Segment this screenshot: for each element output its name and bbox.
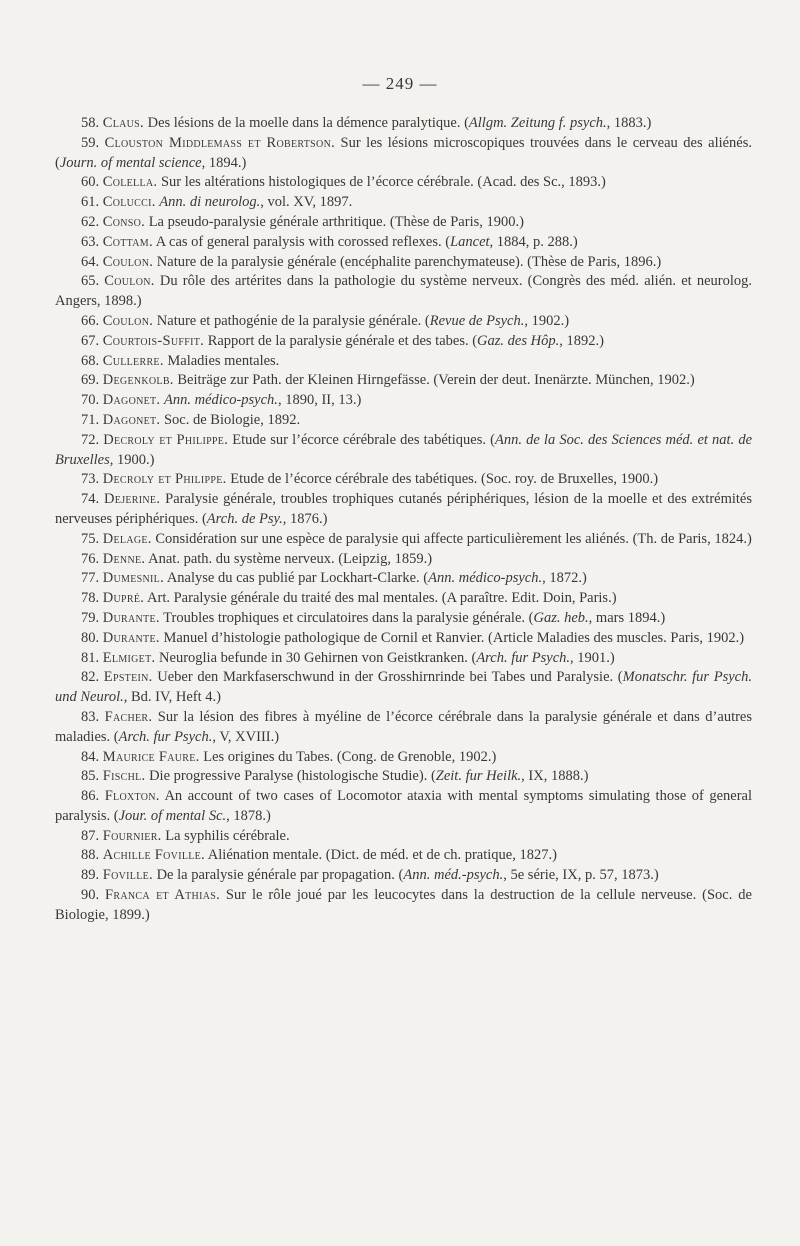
reference-item (55, 272, 752, 312)
reference-number: 84. (81, 748, 100, 765)
reference-text: Etude de l’écorce cérébrale des tabétiques. (Soc. roy. de Bruxelles, 1900.) (226, 471, 659, 488)
reference-number: 59. (81, 134, 100, 151)
reference-number: 68. (81, 352, 100, 369)
reference-text: Sur le rôle joué par les leucocytes dans la destruction de la cellule nerveuse. (Soc. de Biologie, 1899.) (55, 887, 752, 923)
reference-details: , mars 1894.) (588, 609, 666, 626)
reference-number: 83. (81, 708, 100, 725)
reference-text: Anat. path. du système nerveux. (Leipzig, 1859.) (145, 550, 433, 567)
reference-list (55, 114, 752, 926)
reference-source: Journ. of mental science (59, 154, 202, 171)
reference-text: La syphilis cérébrale. (161, 827, 290, 844)
reference-author: Conso. (102, 213, 146, 230)
reference-text: Analyse du cas publié par Lockhart-Clarke. ( (164, 570, 429, 587)
reference-text: Paralysie générale, troubles trophiques cutanés périphériques, lésion de la moelle et des extrémités nerveuses périphériques. ( (55, 491, 752, 527)
reference-item (55, 767, 752, 787)
reference-author: Achille Foville. (102, 847, 205, 864)
reference-details: , 1890, II, 13.) (277, 392, 362, 409)
reference-source: Ann. de la Soc. des Sciences méd. et nat. de Bruxelles (55, 431, 753, 468)
reference-source: Revue de Psych. (429, 312, 525, 329)
reference-number: 76. (81, 550, 100, 567)
reference-author: Cullerre. (102, 352, 164, 369)
reference-text: Maladies mentales. (163, 352, 280, 369)
reference-details: , 1901.) (570, 649, 615, 666)
reference-number: 85. (81, 768, 100, 785)
reference-author: Dagonet. (102, 392, 161, 409)
reference-item (55, 668, 752, 708)
reference-text: Les origines du Tabes. (Cong. de Grenoble, 1902.) (199, 748, 497, 765)
reference-details: , vol. XV, 1897. (260, 194, 353, 211)
reference-number: 61. (81, 194, 100, 211)
reference-number: 71. (81, 411, 100, 428)
reference-item (55, 431, 752, 471)
reference-author: Dejerine. (104, 491, 161, 508)
reference-number: 87. (81, 827, 100, 844)
reference-author: Durante. (102, 629, 160, 646)
reference-item (55, 213, 752, 233)
reference-author: Coulon. (102, 312, 154, 329)
reference-details: , 1900.) (109, 451, 155, 468)
reference-text: Art. Paralysie générale du traité des mal mentales. (A paraître. Edit. Doin, Paris.) (144, 590, 617, 607)
reference-number: 86. (81, 788, 100, 805)
reference-text: Ueber den Markfaserschwund in der Grosshirnrinde bei Tabes und Paralysie. ( (152, 669, 623, 686)
reference-details: , IX, 1888.) (521, 768, 589, 785)
reference-author: Maurice Faure. (102, 748, 200, 765)
reference-number: 74. (81, 491, 100, 508)
reference-item (55, 391, 752, 411)
reference-author: Decroly et Philippe. (103, 431, 229, 448)
reference-number: 64. (81, 253, 100, 270)
reference-author: Colucci. (102, 194, 156, 211)
reference-source: Lancet (450, 233, 490, 250)
reference-item (55, 371, 752, 391)
reference-author: Clouston Middlemass et Robertson. (104, 134, 336, 151)
reference-details: , 1883.) (606, 115, 652, 131)
reference-number: 60. (81, 174, 100, 191)
reference-author: Facher. (104, 708, 153, 725)
reference-author: Fischl. (102, 768, 146, 785)
reference-author: Foville. (102, 867, 153, 884)
reference-text: Sur la lésion des fibres à myéline de l’écorce cérébrale dans la paralysie générale et dans d’autres maladies. ( (55, 708, 753, 745)
reference-item (55, 411, 752, 431)
reference-source: Arch. de Psy. (206, 510, 283, 527)
reference-number: 89. (81, 867, 100, 884)
reference-source: Monatschr. fur Psych. und Neurol. (55, 669, 752, 706)
reference-item (55, 629, 752, 649)
reference-item (55, 609, 752, 629)
reference-item (55, 173, 752, 193)
reference-number: 82. (81, 669, 100, 686)
reference-item (55, 748, 752, 768)
reference-item (55, 312, 752, 332)
reference-author: Dagonet. (102, 411, 161, 428)
reference-item (55, 846, 752, 866)
reference-text: Sur les altérations histologiques de l’écorce cérébrale. (Acad. des Sc., 1893.) (157, 174, 606, 191)
reference-details: , Bd. IV, Heft 4.) (123, 689, 221, 706)
reference-source: Jour. of mental Sc. (118, 807, 227, 824)
reference-author: Courtois-Suffit. (102, 332, 205, 349)
reference-item (55, 134, 752, 174)
reference-text: Du rôle des artérites dans la pathologie du système nerveux. (Congrès des méd. alién. et neurolog. Angers, 1898.) (55, 273, 752, 310)
reference-author: Elmiget. (102, 649, 156, 666)
reference-text: Nature et pathogénie de la paralysie générale. ( (153, 312, 430, 329)
reference-number: 73. (81, 471, 100, 488)
reference-author: Floxton. (104, 788, 160, 805)
reference-item (55, 530, 752, 550)
reference-text: La pseudo-paralysie générale arthritique. (Thèse de Paris, 1900.) (145, 213, 524, 230)
reference-item (55, 253, 752, 273)
reference-details: , V, XVIII.) (212, 728, 280, 745)
reference-item (55, 708, 752, 748)
reference-item (55, 649, 752, 669)
reference-text: De la paralysie générale par propagation. ( (152, 867, 404, 884)
reference-author: Delage. (102, 530, 152, 547)
reference-item (55, 550, 752, 570)
reference-item (55, 332, 752, 352)
reference-author: Durante. (102, 609, 160, 626)
reference-text: Troubles trophiques et circulatoires dans la paralysie générale. ( (159, 609, 534, 626)
reference-number: 75. (81, 530, 100, 547)
reference-number: 65. (81, 273, 100, 290)
reference-author: Degenkolb. (102, 372, 174, 389)
reference-text: Manuel d’histologie pathologique de Cornil et Ranvier. (Article Maladies des muscles. Paris, 1902.) (159, 629, 745, 646)
reference-source: Ann. di neurolog. (159, 194, 261, 211)
reference-author: Denne. (102, 550, 146, 567)
reference-text: Considération sur une espèce de paralysie qui affecte particulièrement les aliénés. (Th. de Paris, 1824.) (151, 530, 752, 547)
reference-source: Allgm. Zeitung f. psych. (468, 115, 607, 131)
reference-number: 66. (81, 312, 100, 329)
reference-item (55, 470, 752, 490)
reference-author: Decroly et Philippe. (102, 471, 227, 488)
reference-item (55, 886, 752, 926)
reference-author: Claus. (102, 115, 144, 131)
reference-text: Beiträge zur Path. der Kleinen Hirngefässe. (Verein der deut. Inenärzte. München, 1902.) (173, 372, 695, 389)
page-number: — 249 — (362, 74, 438, 93)
reference-source: Ann. médico-psych. (428, 570, 543, 587)
reference-source: Arch. fur Psych. (476, 649, 571, 666)
reference-number: 67. (81, 332, 100, 349)
reference-item (55, 233, 752, 253)
reference-author: Coulon. (102, 253, 154, 270)
reference-number: 77. (81, 570, 100, 587)
reference-item (55, 490, 752, 530)
reference-author: Fournier. (102, 827, 162, 844)
reference-author: Dumesnil. (102, 570, 164, 587)
reference-text: Sur les lésions microscopiques trouvées dans le cerveau des aliénés. ( (55, 134, 753, 171)
reference-item (55, 589, 752, 609)
reference-item (55, 787, 752, 827)
reference-author: Cottam. (102, 233, 153, 250)
reference-number: 81. (81, 649, 100, 666)
reference-number: 63. (81, 233, 100, 250)
reference-source: Zeit. fur Heilk. (435, 768, 522, 785)
reference-source: Gaz. des Hôp. (477, 332, 560, 349)
reference-number: 79. (81, 609, 100, 626)
reference-text: An account of two cases of Locomotor ataxia with mental symptoms simulating those of general paralysis. ( (55, 788, 753, 824)
reference-source: Arch. fur Psych. (118, 728, 213, 745)
reference-item (55, 193, 752, 213)
reference-details: , 1902.) (524, 312, 570, 329)
reference-author: Colella. (102, 174, 158, 191)
reference-text: Aliénation mentale. (Dict. de méd. et de ch. pratique, 1827.) (204, 847, 557, 864)
reference-details: , 1878.) (226, 807, 271, 824)
reference-number: 72. (81, 431, 100, 448)
reference-text: Soc. de Biologie, 1892. (160, 411, 301, 428)
reference-item (55, 569, 752, 589)
reference-details: , 1894.) (201, 154, 247, 171)
reference-text: Die progressive Paralyse (histologische Studie). ( (145, 768, 436, 785)
reference-number: 80. (81, 629, 100, 646)
reference-details: , 1884, p. 288.) (489, 233, 578, 250)
reference-number: 58. (81, 115, 100, 131)
reference-author: Franca et Athias. (105, 887, 221, 904)
reference-author: Dupré. (102, 590, 145, 607)
reference-source: Ann. méd.-psych. (403, 867, 504, 884)
reference-details: , 1876.) (282, 510, 328, 527)
reference-item (55, 827, 752, 847)
reference-source: Gaz. heb. (533, 609, 589, 626)
reference-details: , 1892.) (559, 332, 604, 349)
reference-text: Des lésions de la moelle dans la démence paralytique. ( (143, 115, 469, 131)
reference-number: 62. (81, 213, 100, 230)
reference-item (55, 866, 752, 886)
reference-number: 70. (81, 392, 100, 409)
reference-text: Rapport de la paralysie générale et des tabes. ( (204, 332, 478, 349)
reference-author: Coulon. (104, 273, 155, 290)
reference-text: Etude sur l’écorce cérébrale des tabétiques. ( (228, 431, 495, 448)
reference-source: Ann. médico-psych. (163, 392, 278, 409)
reference-item (55, 352, 752, 372)
reference-number: 88. (81, 847, 100, 864)
reference-number: 69. (81, 372, 100, 389)
reference-details: , 5e série, IX, p. 57, 1873.) (503, 867, 659, 884)
reference-item (55, 114, 752, 134)
reference-text: Nature de la paralysie générale (encéphalite parenchymateuse). (Thèse de Paris, 1896.) (153, 253, 662, 270)
reference-text: A cas of general paralysis with corossed reflexes. ( (152, 233, 451, 250)
reference-number: 78. (81, 590, 100, 607)
reference-number: 90. (81, 887, 100, 904)
reference-text: Neuroglia befunde in 30 Gehirnen von Geistkranken. ( (155, 649, 477, 666)
reference-author: Epstein. (103, 669, 153, 686)
reference-details: , 1872.) (542, 570, 587, 587)
